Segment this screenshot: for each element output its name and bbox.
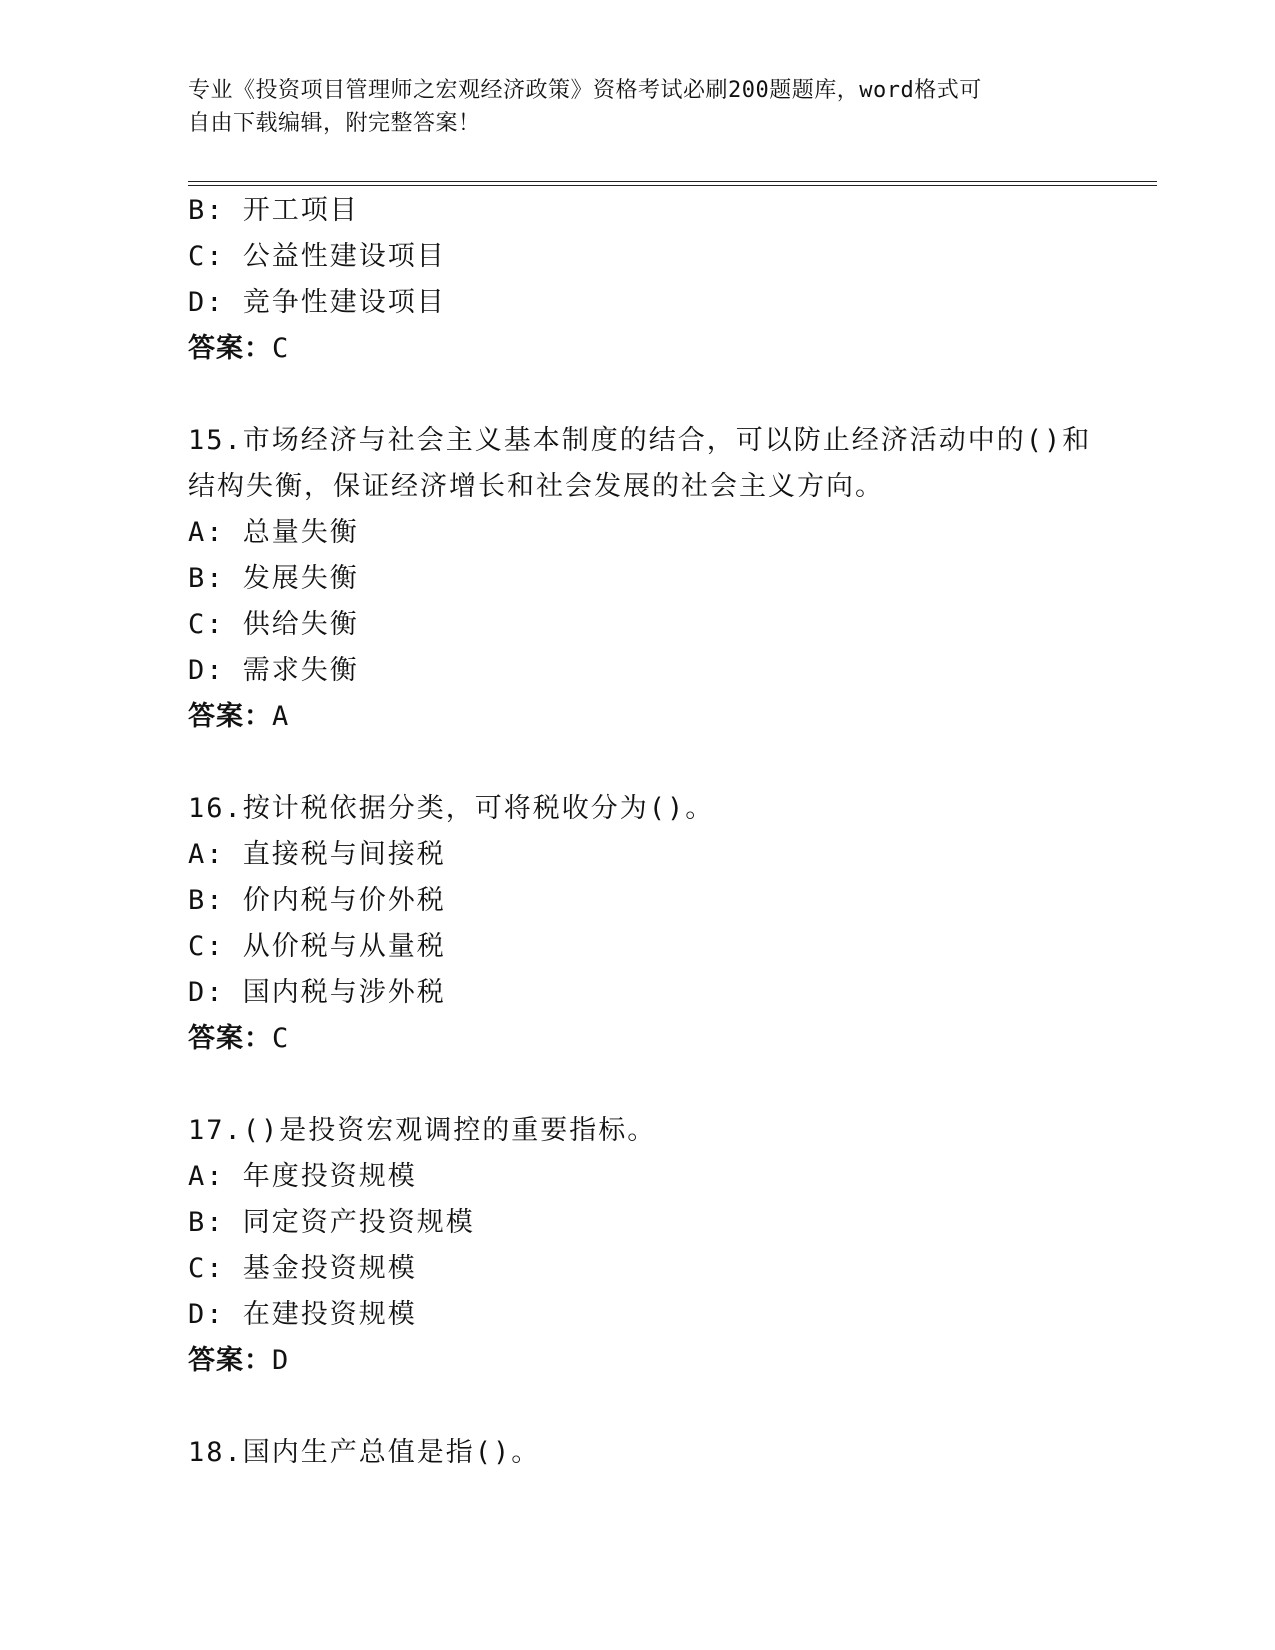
question-text: 18.国内生产总值是指()。	[188, 1437, 541, 1468]
answer-value: D	[272, 1345, 290, 1376]
question-15	[188, 418, 1092, 740]
spacer	[188, 740, 1088, 786]
question-list	[188, 188, 1092, 1476]
answer-line	[188, 326, 1088, 372]
option-a: A: 年度投资规模	[188, 1161, 417, 1192]
spacer	[188, 1062, 1088, 1108]
option-d: D: 竞争性建设项目	[188, 287, 446, 318]
header-rule	[188, 181, 1157, 182]
answer-label: 答案：	[188, 701, 272, 732]
answer-value: A	[272, 701, 290, 732]
question-text: 结构失衡，保证经济增长和社会发展的社会主义方向。	[188, 471, 884, 502]
option-d: D: 国内税与涉外税	[188, 977, 446, 1008]
option-d: D: 需求失衡	[188, 655, 359, 686]
option-c: C: 供给失衡	[188, 609, 359, 640]
answer-label: 答案：	[188, 1023, 272, 1054]
header-rule-second	[188, 185, 1157, 186]
answer-value: C	[272, 333, 290, 364]
answer-label: 答案：	[188, 1345, 272, 1376]
option-b: B: 开工项目	[188, 195, 359, 226]
spacer	[188, 372, 1088, 418]
answer-line	[188, 694, 1088, 740]
option-c: C: 基金投资规模	[188, 1253, 417, 1284]
answer-line	[188, 1016, 1088, 1062]
header-line-2: 自由下载编辑，附完整答案！	[188, 111, 481, 136]
question-18	[188, 1430, 1088, 1476]
question-14-continued	[188, 188, 1088, 372]
option-d: D: 在建投资规模	[188, 1299, 417, 1330]
spacer	[188, 1384, 1088, 1430]
question-text: 15.市场经济与社会主义基本制度的结合，可以防止经济活动中的()和	[188, 425, 1092, 456]
option-a: A: 总量失衡	[188, 517, 359, 548]
answer-value: C	[272, 1023, 290, 1054]
question-17	[188, 1108, 1088, 1384]
option-b: B: 同定资产投资规模	[188, 1207, 475, 1238]
option-c: C: 公益性建设项目	[188, 241, 446, 272]
answer-line	[188, 1338, 1088, 1384]
option-b: B: 价内税与价外税	[188, 885, 446, 916]
answer-label: 答案：	[188, 333, 272, 364]
option-c: C: 从价税与从量税	[188, 931, 446, 962]
option-a: A: 直接税与间接税	[188, 839, 446, 870]
option-b: B: 发展失衡	[188, 563, 359, 594]
question-16	[188, 786, 1088, 1062]
header-line-1: 专业《投资项目管理师之宏观经济政策》资格考试必刷200题题库，word格式可	[188, 78, 982, 103]
question-text: 17.()是投资宏观调控的重要指标。	[188, 1115, 657, 1146]
question-text: 16.按计税依据分类，可将税收分为()。	[188, 793, 715, 824]
page-header	[188, 74, 1078, 140]
